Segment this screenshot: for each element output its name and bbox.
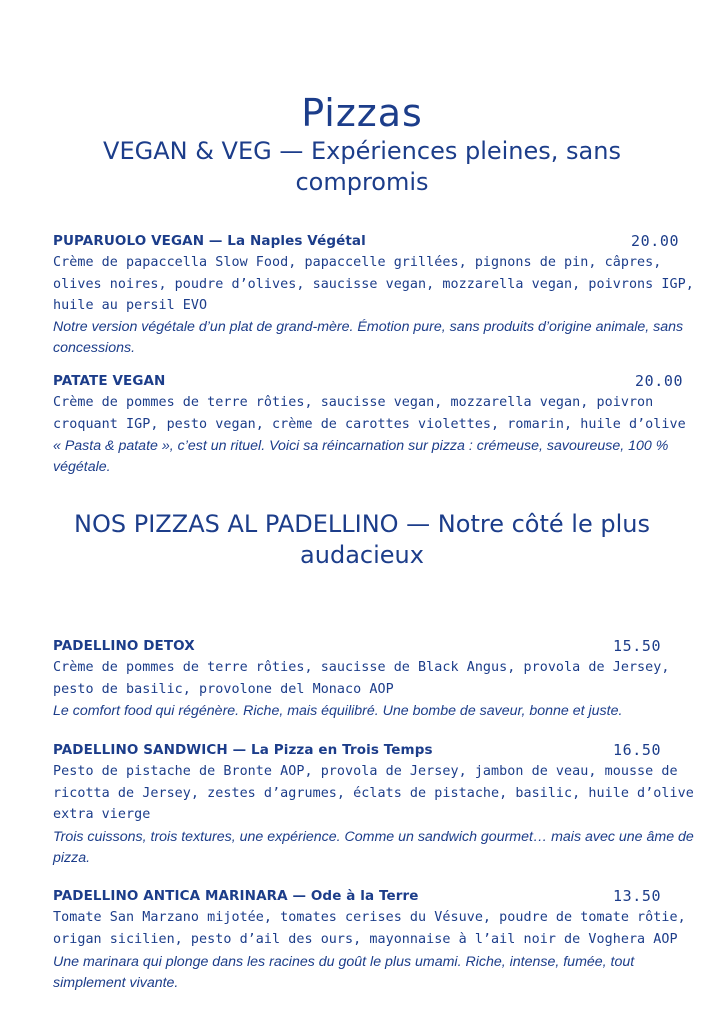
item-price: 15.50 — [613, 637, 662, 655]
item-name: PADELLINO DETOX — [53, 638, 195, 654]
item-price: 13.50 — [613, 887, 662, 905]
item-note: Une marinara qui plonge dans les racines du goût le plus umami. Riche, intense, fumée, tout simplement vivante. — [53, 954, 635, 991]
item-description: Tomate San Marzano mijotée, tomates cerises du Vésuve, poudre de tomate rôtie, origan sicilien, pesto d’ail des ours, mayonnaise à l’ail noir de Voghera AOP — [53, 910, 686, 947]
item-note: « Pasta & patate », c’est un rituel. Voici sa réincarnation sur pizza : crémeuse, savoureuse, 100 % végétale. — [53, 438, 669, 475]
item-description: Crème de pommes de terre rôties, saucisse vegan, mozzarella vegan, poivron croquant IGP, pesto vegan, crème de carottes violettes, romarin, huile d’olive — [53, 395, 686, 432]
section-heading-padellino: NOS PIZZAS AL PADELLINO — Notre côté le plus audacieux — [74, 510, 650, 569]
item-description: Crème de papaccella Slow Food, papaccelle grillées, pignons de pin, câpres, olives noires, poudre d’olives, saucisse vegan, mozzarella vegan, poivrons IGP, huile au persil EVO — [53, 255, 694, 313]
item-name: PATATE VEGAN — [53, 373, 166, 389]
item-price: 20.00 — [635, 372, 684, 390]
item-price: 20.00 — [631, 232, 680, 250]
item-note: Trois cuissons, trois textures, une expérience. Comme un sandwich gourmet… mais avec une âme de pizza. — [53, 829, 694, 866]
item-price: 16.50 — [613, 741, 662, 759]
item-name: PUPARUOLO VEGAN — La Naples Végétal — [53, 233, 366, 249]
item-note: Le comfort food qui régénère. Riche, mais équilibré. Une bombe de saveur, bonne et juste. — [53, 703, 623, 719]
page-title: Pizzas — [301, 91, 423, 136]
item-description: Pesto de pistache de Bronte AOP, provola de Jersey, jambon de veau, mousse de ricotta de Jersey, zestes d’agrumes, éclats de pistache, basilic, huile d’olive extra vierge — [53, 764, 694, 822]
item-note: Notre version végétale d’un plat de grand-mère. Émotion pure, sans produits d’origine animale, sans concessions. — [53, 319, 684, 356]
section-heading-vegan: VEGAN & VEG — Expériences pleines, sans compromis — [103, 137, 621, 196]
item-description: Crème de pommes de terre rôties, saucisse de Black Angus, provola de Jersey, pesto de basilic, provolone del Monaco AOP — [53, 660, 670, 697]
item-name: PADELLINO SANDWICH — La Pizza en Trois Temps — [53, 742, 433, 758]
item-name: PADELLINO ANTICA MARINARA — Ode à la Terre — [53, 888, 419, 904]
